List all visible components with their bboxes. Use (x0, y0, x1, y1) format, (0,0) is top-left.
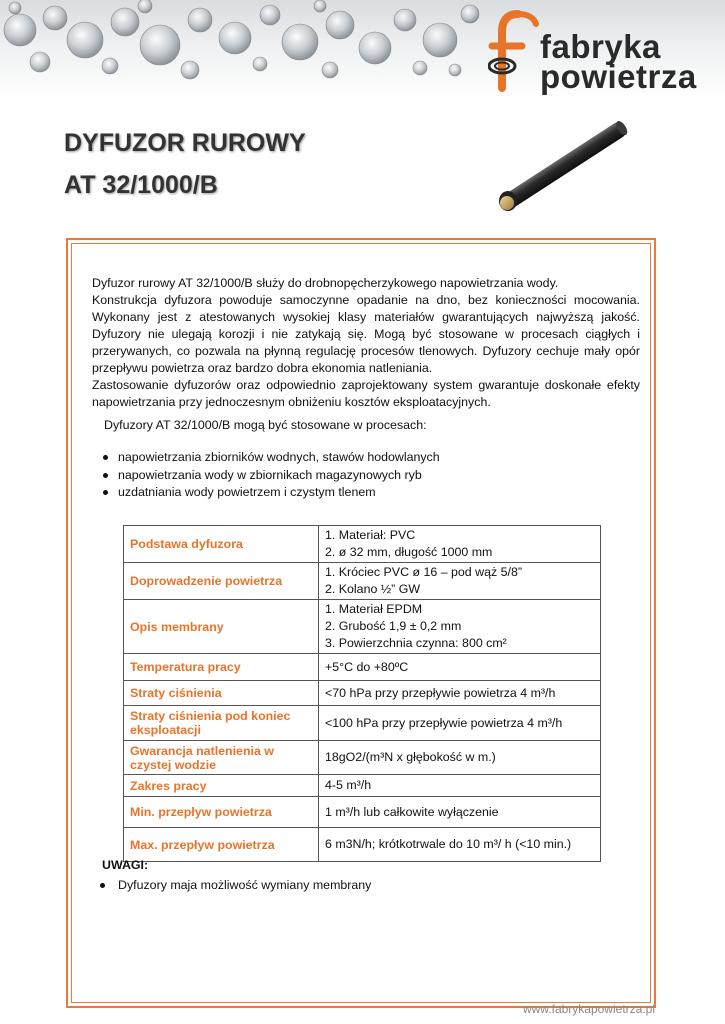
applications-intro: Dyfuzory AT 32/1000/B mogą być stosowane w procesach: (104, 418, 427, 432)
spec-label: Straty ciśnienia pod koniec eksploatacji (124, 706, 319, 741)
description (92, 275, 640, 411)
table-row (124, 828, 601, 862)
spec-value (319, 654, 601, 681)
tube-diffuser-image (480, 112, 640, 222)
table-row (124, 706, 601, 741)
table-row (124, 741, 601, 775)
spec-value (319, 741, 601, 775)
logo-text-line2: powietrza (540, 58, 697, 95)
spec-value-line: 1 m³/h lub całkowite wyłączenie (325, 804, 499, 819)
notes-title: UWAGI: (102, 858, 149, 872)
description-paragraph: Dyfuzor rurowy AT 32/1000/B służy do drobnopęcherzykowego napowietrzania wody. (92, 276, 559, 290)
spec-value-line: <100 hPa przy przepływie powietrza 4 m³/h (325, 715, 563, 730)
list-item: uzdatniania wody powietrzem i czystym tlenem (100, 484, 440, 502)
table-row (124, 654, 601, 681)
spec-value-line: 18gO2/(m³N x głębokość w m.) (325, 750, 496, 764)
list-item: Dyfuzory maja możliwość wymiany membrany (92, 877, 371, 894)
table-row (124, 775, 601, 797)
spec-value (319, 563, 601, 600)
spec-value-line: 2. Kolano ½” GW (325, 582, 421, 596)
table-row (124, 600, 601, 654)
spec-label: Min. przepływ powietrza (124, 797, 319, 828)
spec-value-line: +5°C do +80ºC (325, 659, 409, 674)
spec-label: Straty ciśnienia (124, 681, 319, 706)
spec-label: Podstawa dyfuzora (124, 526, 319, 563)
list-item: napowietrzania zbiorników wodnych, stawów hodowlanych (100, 449, 440, 467)
fabryka-powietrza-logo (488, 8, 718, 96)
title-line2: AT 32/1000/B (64, 171, 218, 199)
description-paragraph: Zastosowanie dyfuzorów oraz odpowiednio zaprojektowany system gwarantuje doskonałe efekty napowietrzania przy jednoczesnym obniżeniu kosztów eksploatacyjnych. (92, 378, 640, 409)
spec-value (319, 526, 601, 563)
footer-url[interactable]: www.fabrykapowietrza.pl (522, 1002, 655, 1016)
title-line1: DYFUZOR RUROWY (64, 129, 306, 157)
spec-value-line: 1. Materiał: PVC (325, 528, 416, 542)
logo-text-line1: fabryka (540, 28, 661, 65)
spec-value (319, 706, 601, 741)
table-row (124, 526, 601, 563)
page-title (64, 122, 306, 206)
spec-value-line: 2. ø 32 mm, długość 1000 mm (325, 545, 493, 559)
table-row (124, 681, 601, 706)
spec-value-line: 4-5 m³/h (325, 778, 372, 792)
spec-table (123, 525, 601, 862)
spec-value (319, 775, 601, 797)
spec-label: Zakres pracy (124, 775, 319, 797)
spec-value (319, 797, 601, 828)
table-row (124, 563, 601, 600)
spec-label: Gwarancja natlenienia w czystej wodzie (124, 741, 319, 775)
table-row (124, 797, 601, 828)
spec-label: Temperatura pracy (124, 654, 319, 681)
applications-list (100, 449, 440, 502)
spec-label: Max. przepływ powietrza (124, 828, 319, 862)
spec-label: Doprowadzenie powietrza (124, 563, 319, 600)
spec-value-line: 3. Powierzchnia czynna: 800 cm² (325, 636, 507, 650)
spec-value (319, 681, 601, 706)
spec-value-line: 2. Grubość 1,9 ± 0,2 mm (325, 619, 462, 633)
spec-value-line: <70 hPa przy przepływie powietrza 4 m³/h (325, 685, 556, 700)
spec-value-line: 1. Materiał EPDM (325, 602, 423, 616)
spec-label: Opis membrany (124, 600, 319, 654)
notes-list (92, 877, 371, 894)
spec-value (319, 828, 601, 862)
spec-value-line: 1. Króciec PVC ø 16 – pod wąż 5/8” (325, 565, 522, 579)
spec-value-line: 6 m3N/h; krótkotrwale do 10 m³/ h (<10 min.) (325, 837, 572, 851)
logo-swirl-icon (488, 8, 548, 96)
description-paragraph: Konstrukcja dyfuzora powoduje samoczynne opadanie na dno, bez konieczności mocowania. Wykonany jest z atestowanych wysokiej klasy materiałów gwarantujących najwyższą jakość. Dyfuzory nie ulegają korozji i nie zatykają się. Mogą być stosowane w procesach ciągłych i przerywanych, co pozwala na płynną regulację procesów tlenowych. Dyfuzory cechuje mały opór przepływu powietrza oraz bardzo dobra ekonomia natleniania. (92, 293, 640, 375)
spec-value (319, 600, 601, 654)
list-item: napowietrzania wody w zbiornikach magazynowych ryb (100, 467, 440, 485)
